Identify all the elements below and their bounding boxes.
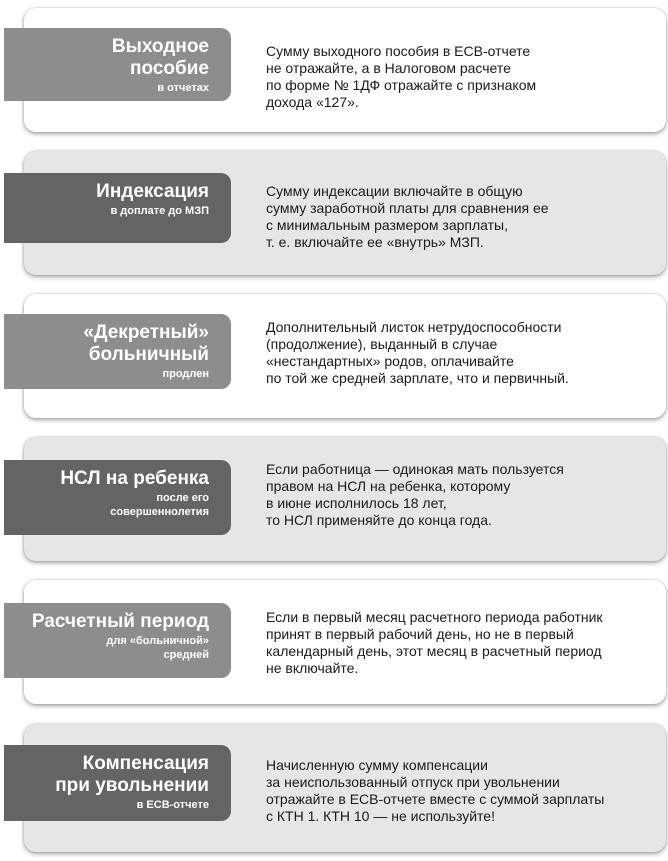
card-text: Сумму выходного пособия в ЕСВ-отчете не отражайте, а в Налоговом расчете по форме № 1ДФ отражайте с признаком дохода «127». <box>266 43 537 110</box>
card-text: Дополнительный листок нетрудоспособности (продолжение), выданный в случае «нестандартных» родов, оплачивайте по той же средней зарплате, что и первичный. <box>266 319 569 386</box>
card-subtitle: в отчетах <box>157 82 209 94</box>
card-subtitle: для «больничной» средней <box>106 635 209 661</box>
card-tag <box>4 460 231 535</box>
card-title: НСЛ на ребенка <box>60 468 209 489</box>
card-title: Компенсация при увольнении <box>55 753 209 796</box>
card-subtitle: после его совершеннолетия <box>110 492 209 518</box>
card-tag <box>4 745 231 821</box>
card-text: Если работница — одинокая мать пользуется правом на НСЛ на ребенка, которому в июне исполнилось 18 лет, то НСЛ применяйте до конца года. <box>266 461 564 528</box>
card-title: Выходное пособие <box>111 36 209 79</box>
card-tag <box>4 603 231 678</box>
card-subtitle: в доплате до МЗП <box>110 205 209 217</box>
card-title: Индексация <box>96 181 209 202</box>
card-text: Сумму индексации включайте в общую сумму заработной платы для сравнения ее с минимальным размером зарплаты, т. е. включайте ее «внутрь» МЗП. <box>266 183 549 250</box>
card-subtitle: продлен <box>162 368 209 380</box>
card-tag <box>4 28 231 101</box>
card-subtitle: в ЕСВ-отчете <box>136 799 209 811</box>
card-text: Начисленную сумму компенсации за неиспользованный отпуск при увольнении отражайте в ЕСВ-отчете вместе с суммой зарплаты с КТН 1. КТН 10 — не используйте! <box>266 757 605 824</box>
card-title: «Декретный» больничный <box>83 322 209 365</box>
card-title: Расчетный период <box>31 611 209 632</box>
card-tag <box>4 314 231 389</box>
card-text: Если в первый месяц расчетного периода работник принят в первый рабочий день, но не в первый календарный день, этот месяц в расчетный период не включайте. <box>266 609 603 676</box>
card-tag <box>4 173 231 243</box>
